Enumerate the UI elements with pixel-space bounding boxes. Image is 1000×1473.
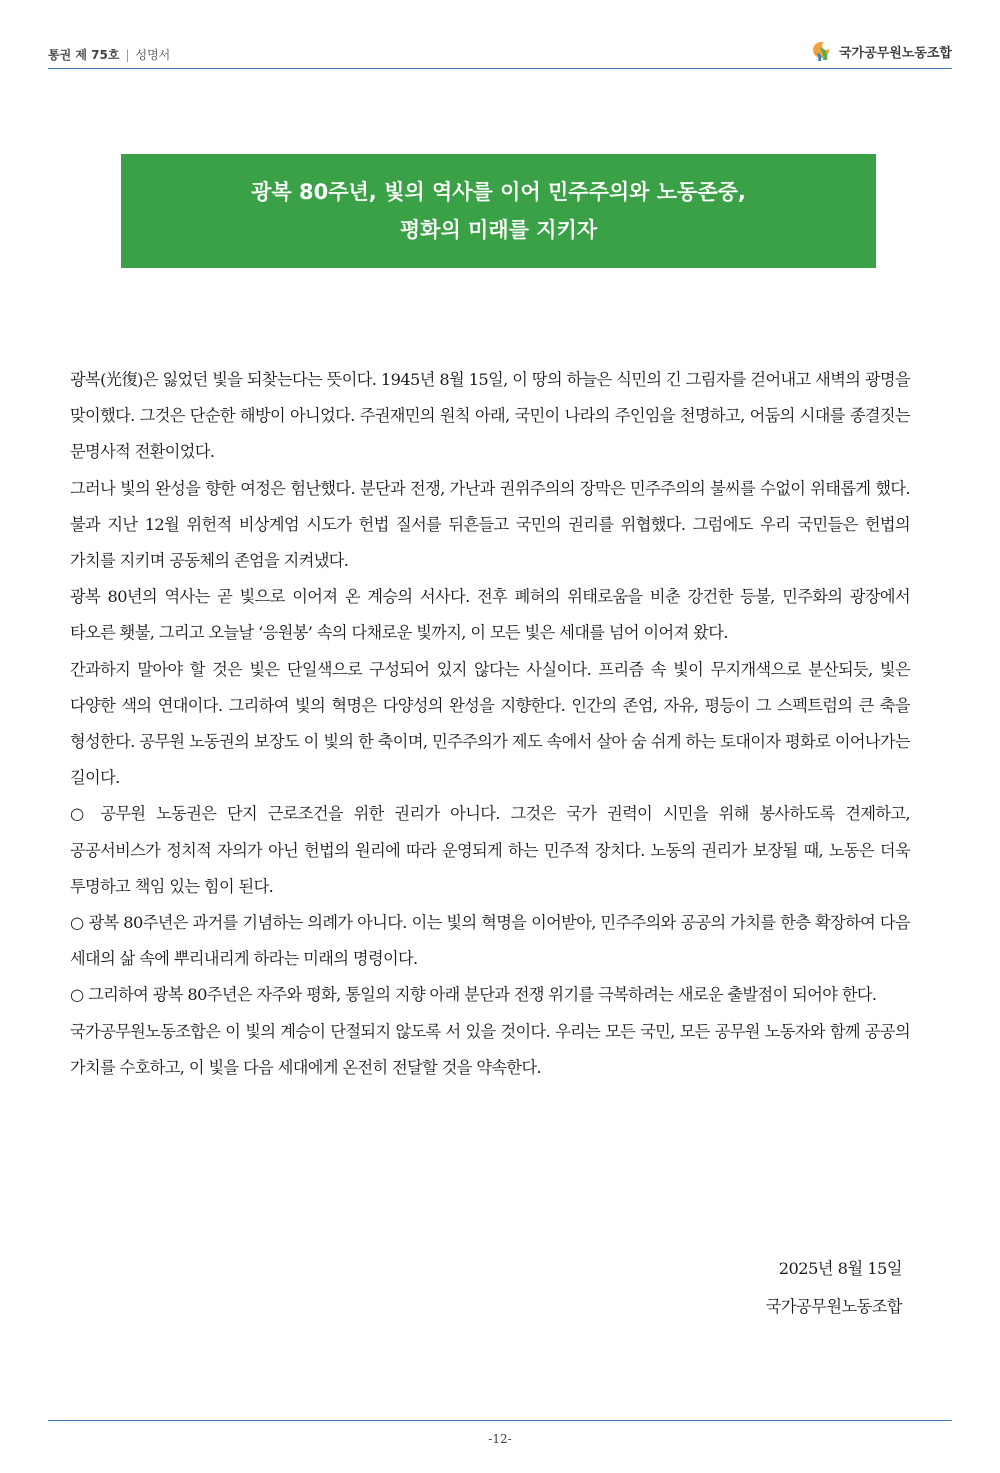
org-brand	[811, 38, 952, 64]
signature-block	[766, 1250, 902, 1326]
signature-org: 국가공무원노동조합	[765, 1297, 902, 1316]
paragraph-7: ○ 그리하여 광복 80주년은 자주와 평화, 통일의 지향 아래 분단과 전쟁 위기를 극복하려는 새로운 출발점이 되어야 한다.	[70, 985, 877, 1005]
paragraph-5: ○ 공무원 노동권은 단지 근로조건을 위한 권리가 아니다. 그것은 국가 권력이 시민을 위해 봉사하도록 견제하고, 공공서비스가 정치적 자의가 아닌 헌법의 원리에 따라 운영되게 하는 민주적 장치다. 노동의 권리가 보장될 때, 노동은 더욱 투명하고 책임 있는 힘이 된다.	[70, 804, 910, 896]
org-name: 국가공무원노동조합	[838, 45, 952, 61]
signature-date: 2025년 8월 15일	[778, 1259, 902, 1278]
title-line-1: 광복 80주년, 빛의 역사를 이어 민주주의와 노동존중,	[251, 180, 746, 204]
statement-body	[70, 362, 910, 1086]
paragraph-1: 광복(光復)은 잃었던 빛을 되찾는다는 뜻이다. 1945년 8월 15일, 이 땅의 하늘은 식민의 긴 그림자를 걷어내고 새벽의 광명을 맞이했다. 그것은 단순한 해방이 아니었다. 주권재민의 원칙 아래, 국민이 나라의 주인임을 천명하고, 어둠의 시대를 종결짓는 문명사적 전환이었다.	[70, 370, 910, 462]
footer-rule	[48, 1420, 952, 1421]
paragraph-6: ○ 광복 80주년은 과거를 기념하는 의례가 아니다. 이는 빛의 혁명을 이어받아, 민주주의와 공공의 가치를 한층 확장하여 다음 세대의 삶 속에 뿌리내리게 하라는 미래의 명령이다.	[70, 913, 910, 969]
paragraph-3: 광복 80년의 역사는 곧 빛으로 이어져 온 계승의 서사다. 전후 폐허의 위태로움을 비춘 강건한 등불, 민주화의 광장에서 타오른 횃불, 그리고 오늘날 ‘응원봉’ 속의 다채로운 빛까지, 이 모든 빛은 세대를 넘어 이어져 왔다.	[70, 587, 910, 643]
paragraph-4: 간과하지 말아야 할 것은 빛은 단일색으로 구성되어 있지 않다는 사실이다. 프리즘 속 빛이 무지개색으로 분산되듯, 빛은 다양한 색의 연대이다. 그리하여 빛의 혁명은 다양성의 완성을 지향한다. 인간의 존엄, 자유, 평등이 그 스펙트럼의 큰 축을 형성한다. 공무원 노동권의 보장도 이 빛의 한 축이며, 민주주의가 제도 속에서 살아 숨 쉬게 하는 토대이자 평화로 이어나가는 길이다.	[70, 659, 910, 788]
union-logo-icon	[811, 39, 835, 63]
issue-info	[48, 46, 170, 63]
statement-title	[121, 154, 876, 268]
paragraph-2: 그러나 빛의 완성을 향한 여정은 험난했다. 분단과 전쟁, 가난과 권위주의의 장막은 민주주의의 불씨를 수없이 위태롭게 했다. 불과 지난 12월 위헌적 비상계엄 시도가 헌법 질서를 뒤흔들고 국민의 권리를 위협했다. 그럼에도 우리 국민들은 헌법의 가치를 지키며 공동체의 존엄을 지켜냈다.	[70, 478, 910, 571]
issue-number: 통권 제 75호	[48, 48, 120, 62]
issue-separator: |	[125, 48, 130, 62]
section-name: 성명서	[135, 48, 171, 62]
paragraph-8: 국가공무원노동조합은 이 빛의 계승이 단절되지 않도록 서 있을 것이다. 우리는 모든 국민, 모든 공무원 노동자와 함께 공공의 가치를 수호하고, 이 빛을 다음 세대에게 온전히 전달할 것을 약속한다.	[70, 1021, 910, 1077]
title-line-2: 평화의 미래를 지키자	[399, 218, 598, 242]
page-number: -12-	[488, 1432, 512, 1446]
page-header	[48, 34, 952, 69]
